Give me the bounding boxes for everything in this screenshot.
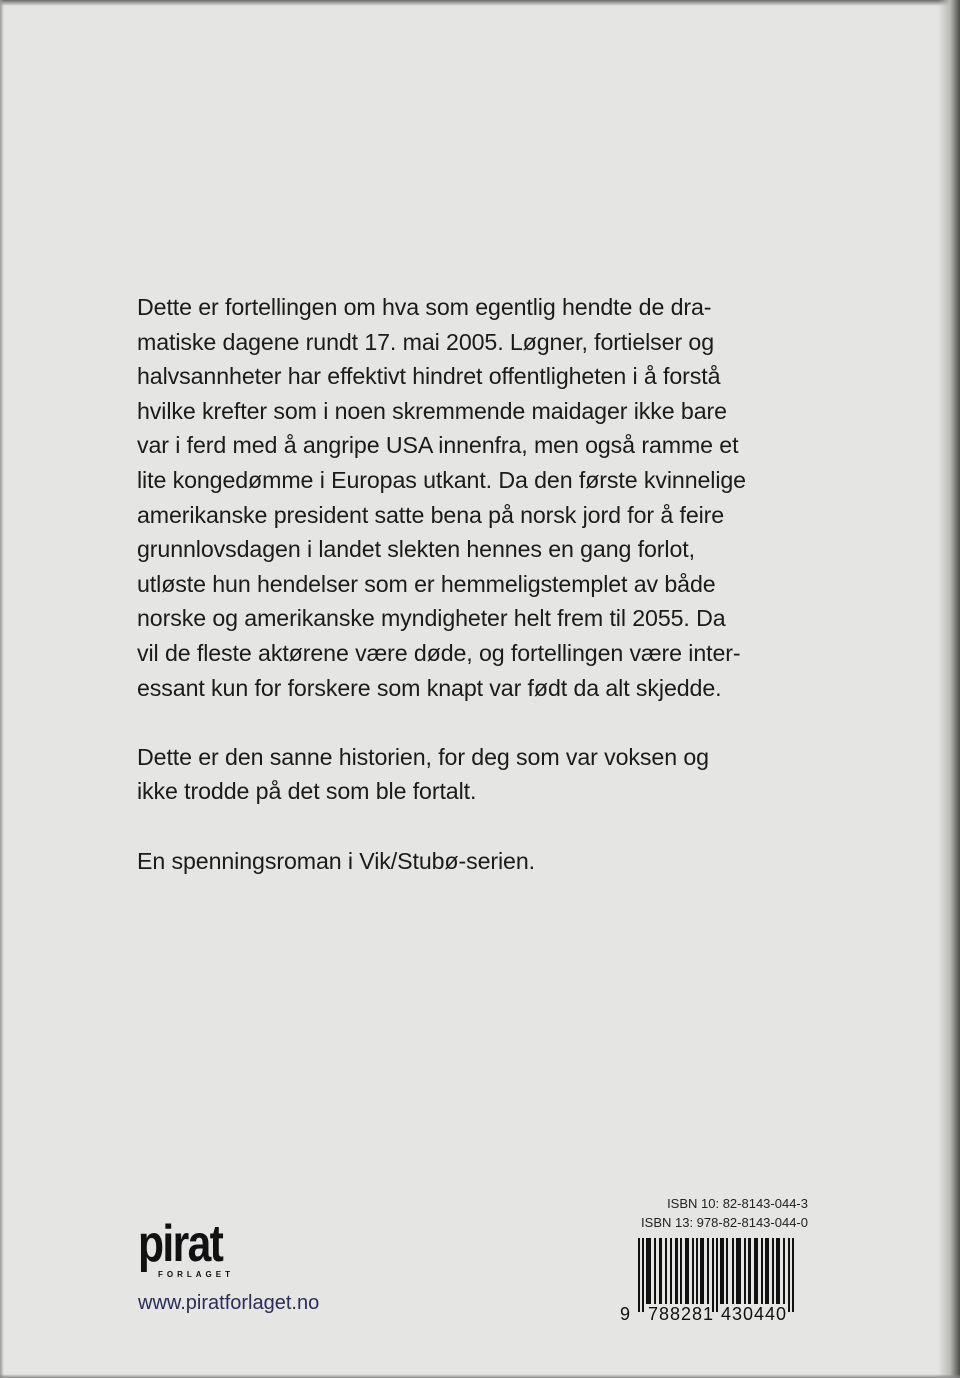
blurb-line: matiske dagene rundt 17. mai 2005. Løgner, fortielser og xyxy=(137,328,715,355)
series-note: En spenningsroman i Vik/Stubø-serien. xyxy=(137,847,535,874)
blurb-line: amerikanske president satte bena på norsk jord for å feire xyxy=(137,501,725,528)
blurb-line: ikke trodde på det som ble fortalt. xyxy=(137,778,477,805)
blurb-line: essant kun for forskere som knapt var født da alt skjedde. xyxy=(137,674,722,701)
barcode-right-digits: 430440 xyxy=(721,1304,788,1322)
blurb-line: norske og amerikanske myndigheter helt frem til 2055. Da xyxy=(137,605,726,632)
cover-bottom-edge xyxy=(0,1374,960,1378)
cover-left-edge xyxy=(0,0,4,1378)
blurb-paragraph-2 xyxy=(137,740,817,809)
publisher-website-link[interactable]: www.piratforlaget.no xyxy=(138,1292,320,1314)
isbn-10: ISBN 10: 82-8143-044-3 xyxy=(667,1196,808,1211)
cover-right-edge-shadow xyxy=(938,0,960,1378)
blurb-line: utløste hun hendelser som er hemmeligstemplet av både xyxy=(137,570,716,597)
blurb-line: halvsannheter har effektivt hindret offentligheten i å forstå xyxy=(137,363,721,390)
blurb-paragraph-3 xyxy=(137,844,817,879)
blurb-line: var i ferd med å angripe USA innenfra, men også ramme et xyxy=(137,432,739,459)
blurb-paragraph-1 xyxy=(137,290,817,705)
isbn-13: ISBN 13: 978-82-8143-044-0 xyxy=(641,1215,808,1230)
cover-top-edge xyxy=(0,0,960,6)
blurb-line: vil de fleste aktørene være døde, og fortellingen være inter- xyxy=(137,639,741,666)
publisher-logo-word: pirat xyxy=(138,1215,223,1273)
paragraph-gap xyxy=(137,705,817,740)
barcode xyxy=(618,1238,808,1322)
blurb-line: Dette er den sanne historien, for deg som var voksen og xyxy=(137,743,709,770)
blurb-line: grunnlovsdagen i landet slekten hennes en gang forlot, xyxy=(137,536,695,563)
publisher-logo-subtitle: FORLAGET xyxy=(158,1270,234,1279)
back-cover-blurb xyxy=(137,290,817,878)
barcode-left-digits: 788281 xyxy=(648,1304,715,1322)
paragraph-gap xyxy=(137,809,817,844)
publisher-logo xyxy=(138,1215,241,1279)
blurb-line: Dette er fortellingen om hva som egentlig hendte de dra- xyxy=(137,294,712,320)
blurb-line: lite kongedømme i Europas utkant. Da den første kvinnelige xyxy=(137,466,746,493)
barcode-graphic xyxy=(618,1238,808,1322)
blurb-line: hvilke krefter som i noen skremmende maidager ikke bare xyxy=(137,397,727,424)
barcode-first-digit: 9 xyxy=(620,1304,631,1322)
